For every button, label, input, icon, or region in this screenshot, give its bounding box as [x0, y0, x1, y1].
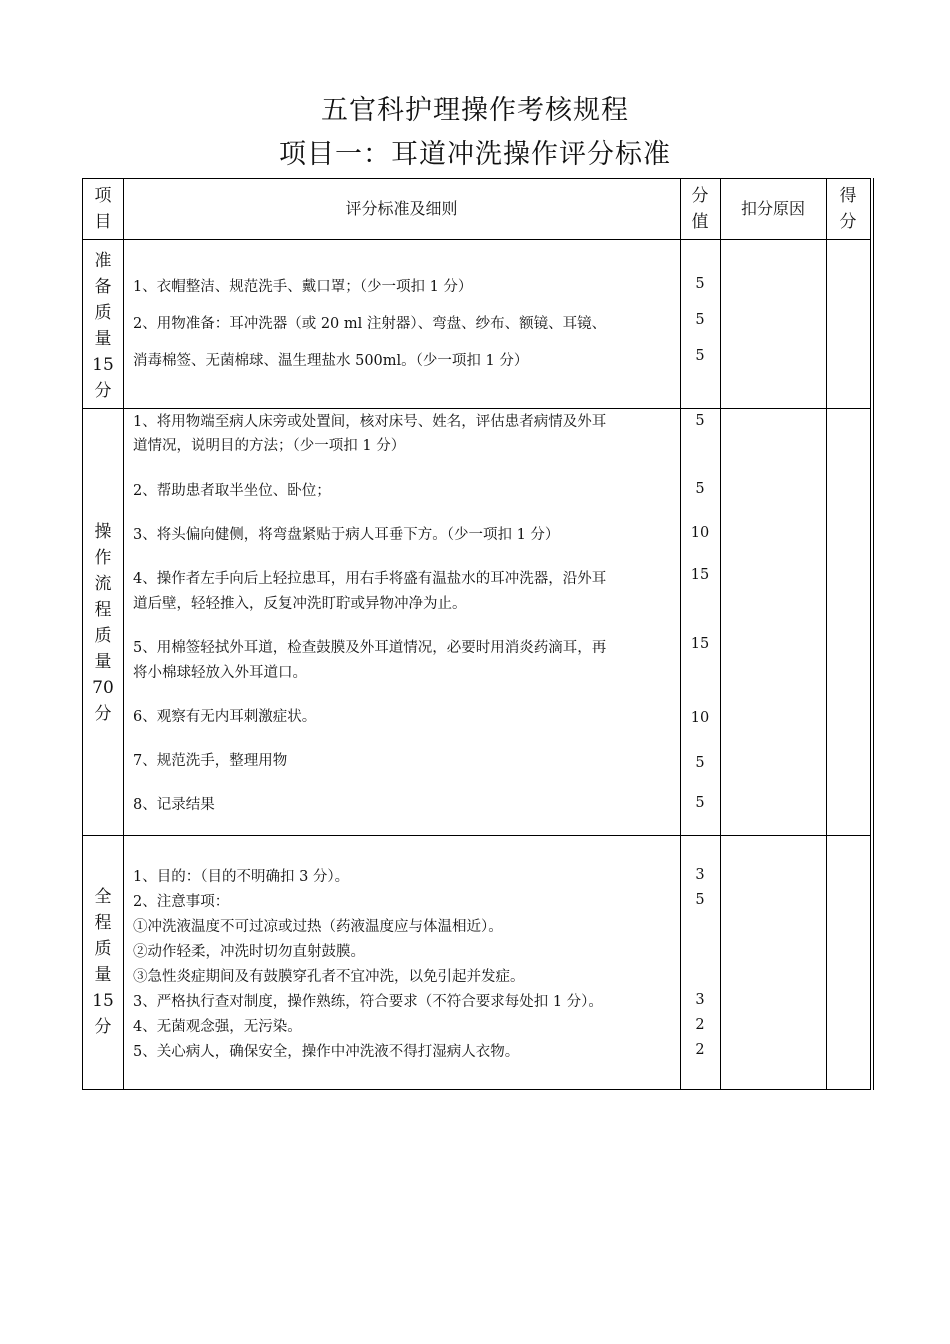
criteria-line: ③急性炎症期间及有鼓膜穿孔者不宜冲洗，以免引起并发症。	[133, 969, 525, 985]
score-value: 3	[695, 867, 705, 883]
section-overall-name	[84, 884, 122, 1040]
section-name-char: 操	[94, 522, 112, 542]
criteria-line: 1、目的：（目的不明确扣 3 分）。	[133, 869, 350, 885]
criteria-line: 7、规范洗手，整理用物	[133, 753, 288, 769]
document-title: 五官科护理操作考核规程	[321, 95, 629, 126]
section-name-char: 质	[94, 303, 112, 323]
section-name-char: 质	[94, 626, 112, 646]
scoring-table	[82, 178, 871, 1090]
section-prep-name	[84, 248, 122, 404]
header-criteria: 评分标准及细则	[345, 199, 458, 218]
score-value: 5	[695, 755, 705, 771]
criteria-line: ②动作轻柔，冲洗时切勿直射鼓膜。	[133, 944, 365, 960]
score-value: 5	[695, 312, 705, 328]
section-name-char: 量	[94, 329, 112, 349]
section-name-char: 量	[94, 652, 112, 672]
table-outer-border	[873, 178, 874, 1090]
section-name-char: 分	[94, 704, 112, 724]
section-name-char: 流	[94, 574, 112, 594]
criteria-line: 6、观察有无内耳刺激症状。	[133, 709, 317, 725]
section-name-char: 质	[94, 939, 112, 959]
header-got-line: 分	[839, 212, 857, 232]
document-subtitle: 项目一：耳道冲洗操作评分标准	[279, 139, 671, 170]
header-score	[680, 183, 720, 235]
score-value: 15	[690, 636, 710, 652]
criteria-line: 消毒棉签、无菌棉球、温生理盐水 500ml。（少一项扣 1 分）	[133, 353, 529, 369]
section-name-char: 15	[92, 991, 114, 1011]
section-name-char: 量	[94, 965, 112, 985]
section-name-char: 备	[94, 277, 112, 297]
score-value: 2	[695, 1017, 705, 1033]
criteria-line: 2、注意事项：	[133, 894, 230, 910]
score-value: 5	[695, 795, 705, 811]
criteria-line: 5、用棉签轻拭外耳道，检查鼓膜及外耳道情况，必要时用消炎药滴耳，再	[133, 640, 607, 656]
criteria-line: 3、严格执行查对制度，操作熟练，符合要求（不符合要求每处扣 1 分）。	[133, 994, 603, 1010]
criteria-line: 道后壁，轻轻推入，反复冲洗盯聍或异物冲净为止。	[133, 596, 467, 612]
criteria-line: 4、无菌观念强，无污染。	[133, 1019, 302, 1035]
section-name-char: 15	[92, 355, 114, 375]
score-value: 5	[695, 892, 705, 908]
section-name-char: 准	[94, 251, 112, 271]
score-value: 5	[695, 481, 705, 497]
criteria-line: 3、将头偏向健侧，将弯盘紧贴于病人耳垂下方。（少一项扣 1 分）	[133, 527, 560, 543]
criteria-line: 2、帮助患者取半坐位、卧位；	[133, 483, 331, 499]
header-score-line: 分	[691, 186, 709, 206]
criteria-line: 4、操作者左手向后上轻拉患耳，用右手将盛有温盐水的耳冲洗器，沿外耳	[133, 571, 607, 587]
score-value: 5	[695, 348, 705, 364]
criteria-line: 5、关心病人，确保安全，操作中冲洗液不得打湿病人衣物。	[133, 1044, 520, 1060]
score-value: 10	[690, 525, 710, 541]
header-score-line: 值	[691, 212, 709, 232]
section-name-char: 分	[94, 381, 112, 401]
header-item	[83, 183, 123, 235]
criteria-line: 道情况，说明目的方法；（少一项扣 1 分）	[133, 438, 406, 454]
score-value: 5	[695, 413, 705, 429]
section-name-char: 70	[92, 678, 114, 698]
criteria-line: 1、将用物端至病人床旁或处置间，核对床号、姓名，评估患者病情及外耳	[133, 414, 607, 430]
score-value: 10	[690, 710, 710, 726]
score-value: 2	[695, 1042, 705, 1058]
criteria-line: 将小棉球轻放入外耳道口。	[133, 665, 307, 681]
header-reason: 扣分原因	[740, 199, 805, 218]
header-got-line: 得	[839, 186, 857, 206]
section-name-char: 分	[94, 1017, 112, 1037]
score-value: 3	[695, 992, 705, 1008]
section-name-char: 全	[94, 887, 112, 907]
score-value: 5	[695, 276, 705, 292]
section-name-char: 程	[94, 913, 112, 933]
section-process-name	[84, 519, 122, 727]
header-item-line: 项	[94, 186, 112, 206]
criteria-line: 8、记录结果	[133, 797, 215, 813]
criteria-line: ①冲洗液温度不可过凉或过热（药液温度应与体温相近）。	[133, 919, 503, 935]
section-name-char: 作	[94, 548, 112, 568]
header-item-line: 目	[94, 212, 112, 232]
score-value: 15	[690, 567, 710, 583]
criteria-line: 2、用物准备：耳冲洗器（或 20 ml 注射器）、弯盘、纱布、额镜、耳镜、	[133, 316, 607, 332]
criteria-line: 1、衣帽整洁、规范洗手、戴口罩；（少一项扣 1 分）	[133, 279, 473, 295]
section-name-char: 程	[94, 600, 112, 620]
header-got	[826, 183, 870, 235]
